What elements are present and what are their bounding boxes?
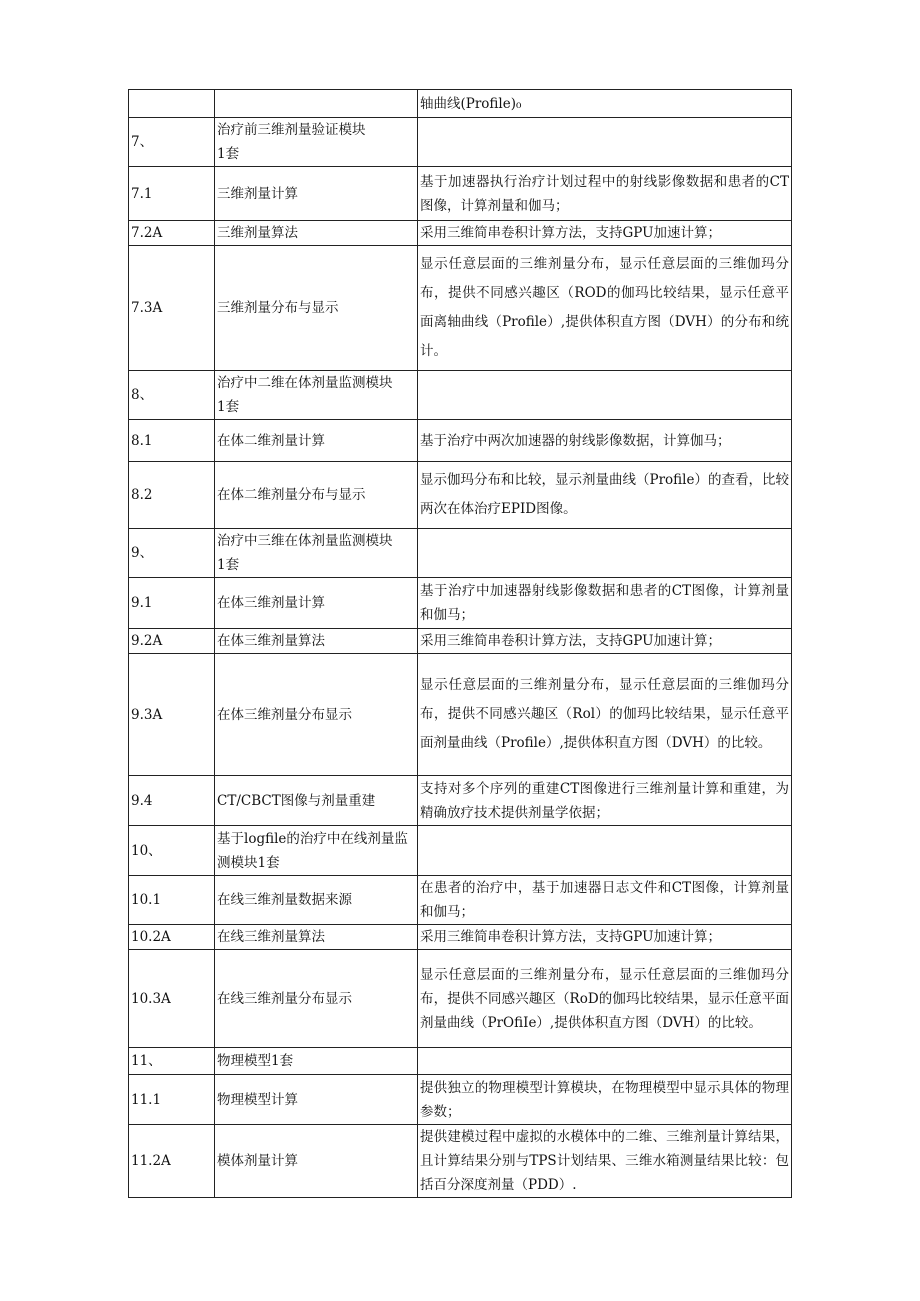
item-number: 10.1 — [129, 876, 215, 925]
item-name: 模体剂量计算 — [215, 1125, 418, 1198]
item-description — [418, 529, 792, 578]
item-description: 提供独立的物理模型计算模块，在物理模型中显示具体的物理参数； — [418, 1075, 792, 1125]
table-row — [129, 118, 792, 167]
item-number: 10.3A — [129, 950, 215, 1048]
item-description: 在患者的治疗中，基于加速器日志文件和CT图像，计算剂量和伽马； — [418, 876, 792, 925]
table-row — [129, 420, 792, 462]
table-row — [129, 529, 792, 578]
table-row — [129, 826, 792, 876]
item-name: 在体二维剂量分布与显示 — [215, 462, 418, 529]
item-description: 显示任意层面的三维剂量分布，显示任意层面的三维伽玛分布，提供不同感兴趣区（Rol）的伽玛比较结果，显示任意平面剂量曲线（Profile）,提供体积直方图（DVH）的比较。 — [418, 654, 792, 776]
item-number: 7.3A — [129, 246, 215, 371]
item-number: 8、 — [129, 371, 215, 420]
table-row — [129, 246, 792, 371]
item-name: 在体三维剂量分布显示 — [215, 654, 418, 776]
item-name: 物理模型计算 — [215, 1075, 418, 1125]
item-name: 三维剂量计算 — [215, 167, 418, 221]
table-row — [129, 1075, 792, 1125]
item-description: 支持对多个序列的重建CT图像进行三维剂量计算和重建，为精确放疗技术提供剂量学依据； — [418, 776, 792, 826]
table-row — [129, 876, 792, 925]
item-description: 基于治疗中两次加速器的射线影像数据，计算伽马； — [418, 420, 792, 462]
item-number: 11.2A — [129, 1125, 215, 1198]
item-name: CT/CBCT图像与剂量重建 — [215, 776, 418, 826]
table-row — [129, 90, 792, 118]
item-description — [418, 371, 792, 420]
item-description: 基于治疗中加速器射线影像数据和患者的CT图像，计算剂量和伽马； — [418, 578, 792, 629]
item-number: 7.1 — [129, 167, 215, 221]
item-description: 显示任意层面的三维剂量分布，显示任意层面的三维伽玛分布，提供不同感兴趣区（RoD的伽玛比较结果，显示任意平面剂量曲线（PrOfiIe）,提供体积直方图（DVH）的比较。 — [418, 950, 792, 1048]
table-row — [129, 371, 792, 420]
item-number: 9.2A — [129, 629, 215, 654]
table-row — [129, 578, 792, 629]
item-number: 10.2A — [129, 925, 215, 950]
item-name: 物理模型1套 — [215, 1048, 418, 1075]
item-number: 8.2 — [129, 462, 215, 529]
item-name: 治疗前三维剂量验证模块 1套 — [215, 118, 418, 167]
item-name: 治疗中三维在体剂量监测模块 1套 — [215, 529, 418, 578]
item-description: 提供建模过程中虚拟的水模体中的二维、三维剂量计算结果，且计算结果分别与TPS计划结果、三维水箱测量结果比较：包括百分深度剂量（PDD）. — [418, 1125, 792, 1198]
item-name: 在体二维剂量计算 — [215, 420, 418, 462]
item-number: 9.1 — [129, 578, 215, 629]
item-number: 10、 — [129, 826, 215, 876]
item-description: 采用三维简串卷积计算方法，支持GPU加速计算； — [418, 925, 792, 950]
item-name: 在体三维剂量算法 — [215, 629, 418, 654]
item-number: 8.1 — [129, 420, 215, 462]
item-description — [418, 1048, 792, 1075]
item-description: 显示任意层面的三维剂量分布，显示任意层面的三维伽玛分布，提供不同感兴趣区（ROD的伽玛比较结果，显示任意平面离轴曲线（Profile）,提供体积直方图（DVH）的分布和统计。 — [418, 246, 792, 371]
item-number: 7、 — [129, 118, 215, 167]
item-description — [418, 826, 792, 876]
item-name — [215, 90, 418, 118]
table-row — [129, 167, 792, 221]
table-row — [129, 654, 792, 776]
item-description: 基于加速器执行治疗计划过程中的射线影像数据和患者的CT图像，计算剂量和伽马； — [418, 167, 792, 221]
table-row — [129, 1125, 792, 1198]
item-name: 三维剂量分布与显示 — [215, 246, 418, 371]
item-number: 11、 — [129, 1048, 215, 1075]
item-name: 在体三维剂量计算 — [215, 578, 418, 629]
specification-table — [128, 89, 792, 1198]
item-number: 9.4 — [129, 776, 215, 826]
item-name: 三维剂量算法 — [215, 221, 418, 246]
item-name: 在线三维剂量数据来源 — [215, 876, 418, 925]
item-description: 采用三维简串卷积计算方法，支持GPU加速计算； — [418, 221, 792, 246]
item-number: 9、 — [129, 529, 215, 578]
table-row — [129, 221, 792, 246]
item-number: 7.2A — [129, 221, 215, 246]
item-number — [129, 90, 215, 118]
item-number: 11.1 — [129, 1075, 215, 1125]
table-row — [129, 776, 792, 826]
item-description — [418, 118, 792, 167]
table-row — [129, 629, 792, 654]
item-description: 采用三维简串卷积计算方法，支持GPU加速计算； — [418, 629, 792, 654]
item-description: 轴曲线(Profile)₀ — [418, 90, 792, 118]
item-description: 显示伽玛分布和比较，显示剂量曲线（Profile）的查看，比较两次在体治疗EPID图像。 — [418, 462, 792, 529]
table-row — [129, 950, 792, 1048]
item-name: 治疗中二维在体剂量监测模块 1套 — [215, 371, 418, 420]
item-number: 9.3A — [129, 654, 215, 776]
table-row — [129, 925, 792, 950]
item-name: 基于logfile的治疗中在线剂量监测模块1套 — [215, 826, 418, 876]
item-name: 在线三维剂量算法 — [215, 925, 418, 950]
table-row — [129, 1048, 792, 1075]
table-row — [129, 462, 792, 529]
item-name: 在线三维剂量分布显示 — [215, 950, 418, 1048]
